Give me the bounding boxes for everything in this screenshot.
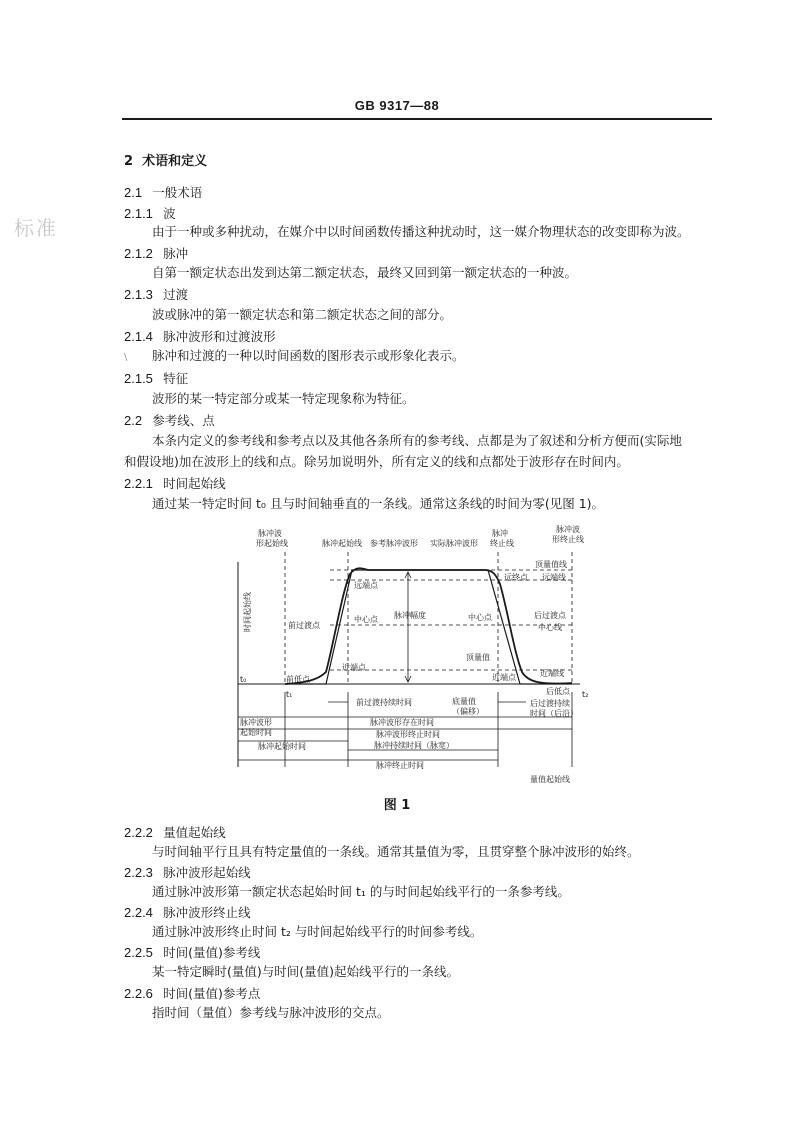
section-2-1-4-heading [124, 326, 276, 345]
label-ref-waveform: 参考脉冲波形 [370, 539, 418, 548]
label-pulse-end2: 终止线 [490, 539, 514, 548]
section-2-2-2-heading [124, 822, 226, 841]
label-front-trans: 前过渡点 [288, 621, 320, 630]
label-base1: 底量值 [452, 697, 476, 706]
label-top-line: 顶量值线 [535, 560, 567, 569]
section-title: 时间(量值)参考线 [163, 945, 261, 960]
label-near-point-r: 近端点 [492, 673, 516, 682]
label-wave-end2: 形终止线 [552, 535, 584, 544]
label-back-trans: 后过渡点 [534, 611, 566, 620]
label-wave-end1: 脉冲波 [556, 525, 580, 534]
section-title: 参考线、点 [152, 413, 215, 428]
label-t2: t₂ [582, 690, 589, 699]
section-2-1-3-body: 波或脉冲的第一额定状态和第二额定状态之间的部分。 [152, 307, 453, 322]
section-number: 2.2.2 [124, 825, 153, 840]
label-amplitude: 脉冲幅度 [394, 611, 426, 620]
section-2-2-1-heading [124, 473, 226, 492]
section-2-2-4-heading [124, 902, 251, 921]
label-front-dur: 前过渡持续时间 [356, 698, 412, 707]
label-wave-start-time1: 脉冲波形 [240, 718, 272, 727]
section-2-1-3-heading [124, 284, 188, 303]
section-title: 脉冲波形起始线 [163, 865, 251, 880]
label-wave-exist: 脉冲波形存在时间 [370, 718, 434, 727]
section-2-2-heading [124, 410, 215, 429]
label-pulse-stop: 脉冲终止时间 [376, 761, 424, 770]
label-back-dur1: 后过渡持续 [530, 699, 570, 708]
section-number: 2.2.5 [124, 945, 153, 960]
section-2-2-3-body: 通过脉冲波形第一额定状态起始时间 t₁ 的与时间起始线平行的一条参考线。 [152, 884, 570, 899]
label-center-r: 中心点 [468, 613, 492, 622]
label-wave-stop: 脉冲波形终止时间 [376, 730, 440, 739]
section-2-2-5-body: 某一特定瞬时(量值)与时间(量值)起始线平行的一条线。 [152, 964, 460, 979]
label-start-line-top2: 形起始线 [256, 539, 288, 548]
label-base2: （偏移） [452, 707, 484, 716]
section-number: 2 [124, 154, 134, 169]
label-wave-start-time2: 起始时间 [240, 728, 272, 737]
label-actual-waveform: 实际脉冲波形 [430, 539, 478, 548]
section-title: 脉冲波形和过渡波形 [163, 329, 276, 344]
figure-caption: 图 1 [383, 798, 411, 813]
section-2-1-heading [124, 182, 202, 201]
section-number: 2.1.5 [124, 371, 153, 386]
section-number: 2.2 [124, 413, 143, 428]
label-post-low: 后低点 [546, 687, 570, 696]
section-number: 2.1.2 [124, 246, 153, 261]
label-pulse-start-time: 脉冲起始时间 [258, 742, 306, 751]
label-amp-start-line: 量值起始线 [530, 775, 570, 784]
label-center: 中心点 [354, 615, 378, 624]
section-2-1-2-body: 自第一额定状态出发到达第二额定状态，最终又回到第一额定状态的一种波。 [152, 265, 578, 280]
section-title: 时间(量值)参考点 [163, 986, 261, 1001]
section-2-2-1-body: 通过某一特定时间 t₀ 且与时间轴垂直的一条线。通常这条线的时间为零(见图 1)。 [152, 496, 605, 511]
section-2-1-5-heading [124, 368, 188, 387]
section-title: 脉冲波形终止线 [163, 905, 251, 920]
section-title: 波 [163, 206, 176, 221]
label-top-value: 顶量值 [466, 653, 490, 662]
header-rule [122, 118, 712, 120]
label-t0: t₀ [240, 675, 247, 684]
label-far-line: 远端线 [542, 573, 566, 582]
section-title: 脉冲 [163, 246, 189, 261]
section-number: 2.2.6 [124, 986, 153, 1001]
section-2-1-2-heading [124, 243, 188, 262]
section-2-2-6-body: 指时间（量值）参考线与脉冲波形的交点。 [152, 1005, 390, 1020]
section-title: 特征 [163, 371, 189, 386]
section-number: 2.1.1 [124, 206, 153, 221]
section-number: 2.2.4 [124, 905, 153, 920]
section-2-2-3-heading [124, 862, 251, 881]
section-2-2-2-body: 与时间轴平行且具有特定量值的一条线。通常其量值为零，且贯穿整个脉冲波形的始终。 [152, 844, 640, 859]
label-back-dur2: 时间（后沿） [530, 709, 578, 718]
actual-pulse-waveform [285, 568, 572, 684]
section-2-1-1-body: 由于一种或多种扰动，在媒介中以时间函数传播这种扰动时，这一媒介物理状态的改变即称为波。 [152, 224, 690, 239]
section-2-2-body-line2: 和假设地)加在波形上的线和点。除另加说明外，所有定义的线和点都处于波形存在时间内。 [124, 454, 629, 469]
label-pulse-start-line: 脉冲起始线 [322, 539, 362, 548]
section-2-2-5-heading [124, 942, 260, 961]
stamp-watermark: 标准 [14, 216, 58, 240]
label-time-axis: 时间起始线 [243, 592, 252, 632]
label-far-point-r: 远终点 [504, 573, 528, 582]
label-pulse-end1: 脉冲 [492, 529, 508, 538]
page-header: GB 9317—88 [354, 98, 440, 113]
section-2-2-4-body: 通过脉冲波形终止时间 t₂ 与时间起始线平行的时间参考线。 [152, 924, 483, 939]
section-title: 一般术语 [152, 185, 203, 200]
section-2-1-5-body: 波形的某一特定部分或某一特定现象称为特征。 [152, 391, 415, 406]
section-number: 2.1 [124, 185, 143, 200]
section-title: 时间起始线 [163, 476, 226, 491]
margin-mark: \ [124, 352, 128, 363]
section-number: 2.2.3 [124, 865, 153, 880]
section-number: 2.1.4 [124, 329, 153, 344]
label-far-point: 远端点 [354, 581, 378, 590]
section-number: 2.1.3 [124, 287, 153, 302]
section-number: 2.2.1 [124, 476, 153, 491]
section-2-2-body-line1: 本条内定义的参考线和参考点以及其他各条所有的参考线、点都是为了叙述和分析方便而(实际地 [152, 433, 682, 448]
label-start-line-top1: 脉冲波 [258, 529, 282, 538]
label-t1: t₁ [286, 690, 293, 699]
section-title: 术语和定义 [142, 154, 208, 169]
figure-1-pulse-waveform [230, 522, 600, 792]
section-title: 量值起始线 [163, 825, 226, 840]
label-pulse-dur: 脉冲持续时间（脉宽） [374, 741, 454, 750]
label-pre-low: 前低点 [286, 675, 310, 684]
section-2-1-1-heading [124, 203, 176, 222]
section-2-heading [124, 150, 207, 169]
label-near-line: 近端线 [540, 669, 564, 678]
label-center-line: 中心线 [538, 623, 562, 632]
section-2-1-4-body: 脉冲和过渡的一种以时间函数的图形表示或形象化表示。 [152, 348, 465, 363]
label-near-point: 近端点 [342, 663, 366, 672]
section-title: 过渡 [163, 287, 189, 302]
section-2-2-6-heading [124, 983, 260, 1002]
